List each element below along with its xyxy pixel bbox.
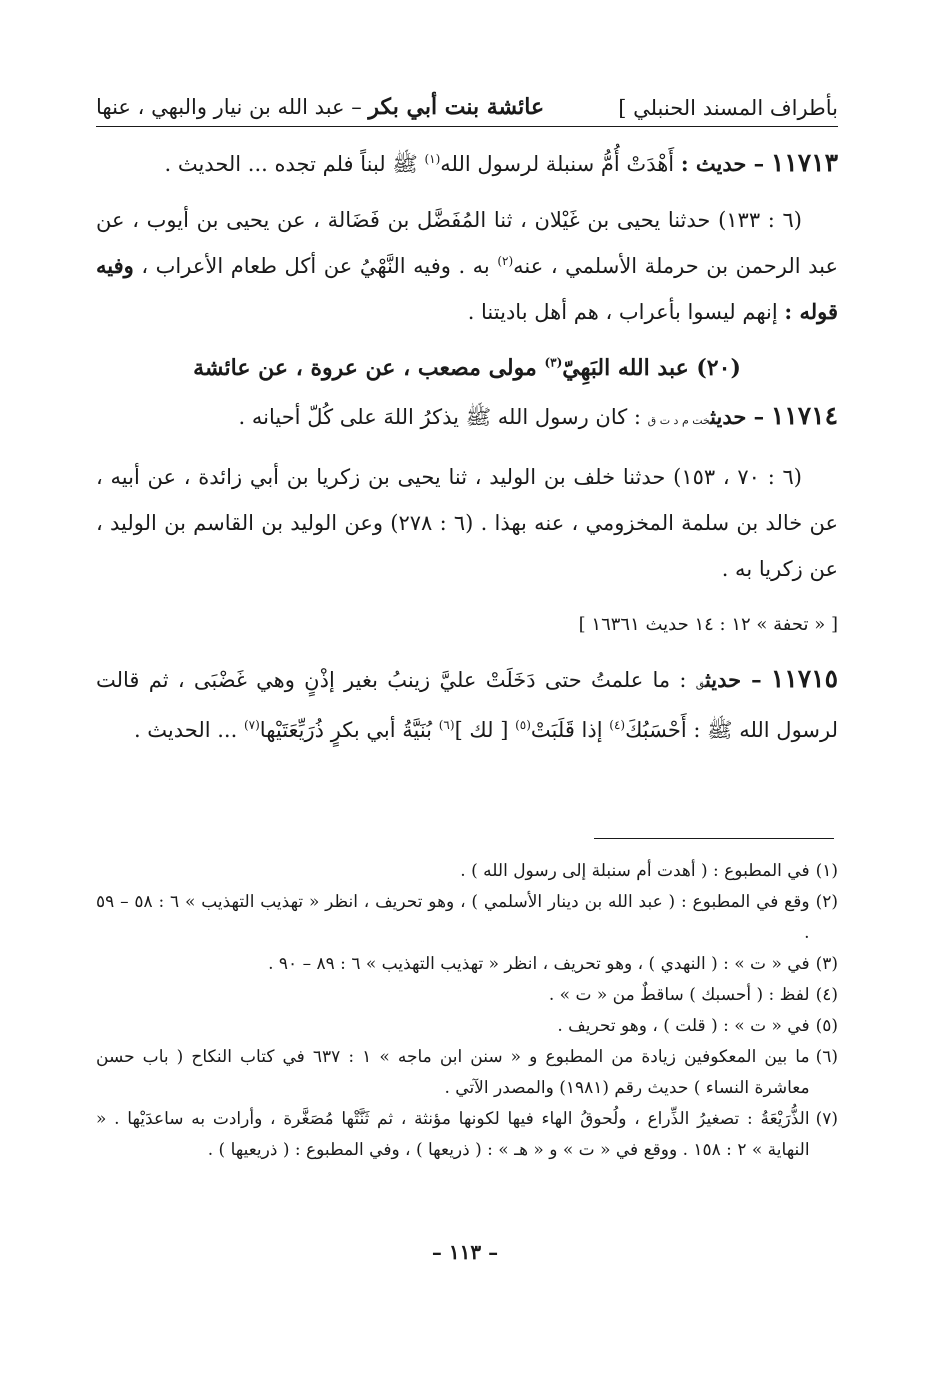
hadith-text: بُنَيَّةُ أبي بكرٍ ذُرَيِّعَتَيْها: [259, 718, 433, 742]
section-heading: [96, 345, 838, 391]
isnad-11714: (٦ : ٧٠ ، ١٥٣) حدثنا خلف بن الوليد ، ثنا يحيى بن زكريا بن أبي زائدة ، عن أبيه ، عن خالد بن سلمة المخزومي ، عنه بهذا . (٦ : ٢٧٨) وعن الوليد بن القاسم بن الوليد ، عن زكريا به .: [96, 465, 838, 581]
main-text: [96, 140, 838, 763]
footnote-ref: (٧): [243, 718, 260, 732]
running-header: [96, 80, 838, 126]
hadith-text: ... الحديث .: [133, 718, 238, 742]
footnote-4: [96, 980, 838, 1011]
isnad-keyword: وفيه قوله :: [96, 253, 838, 324]
hadith-number: ١١٧١٥: [770, 664, 838, 693]
header-center-sub: – عبد الله بن نيار والبهي ، عنها: [96, 95, 362, 119]
hadith-text: : أَحْسَبُكَ: [625, 718, 701, 742]
footnote-text: في « ت » : ( النهدي ) ، وهو تحريف ، انظر « تهذيب التهذيب » ٦ : ٨٩ – ٩٠ .: [268, 954, 810, 974]
isnad-11713: [96, 197, 838, 335]
hadith-text-rest: لبناً فلم تجده ... الحديث .: [164, 152, 386, 176]
footnote-label: (٥): [815, 1016, 838, 1036]
footnote-text: الذُّرَيْعَةُ : تصغيرُ الذِّراع ، ولُحوقُ الهاء فيها لكونها مؤنثة ، ثم ثَنَّتْها مُصَغَّرة ، وأرادت به ساعدَيْها . « النهاية » ٢ : ١٥٨ . ووقع في « ت » و « هـ » : ( ذريعها ) ، وفي المطبوع : ( ذريعيها ) .: [96, 1109, 810, 1160]
section-heading-b: مولى مصعب ، عن عروة ، عن عائشة: [193, 355, 537, 381]
footnote-text: لفظ : ( أحسبك ) ساقطٌ من « ت » .: [548, 985, 810, 1005]
salawat-symbol: ﷺ: [392, 152, 418, 176]
footnote-7: [96, 1104, 838, 1166]
hadith-number: ١١٧١٣: [770, 148, 838, 177]
footnote-ref: (٤): [609, 718, 626, 732]
hadith-text: [ لك ]: [454, 718, 509, 742]
collection-symbols: خت م د ت ق: [647, 414, 711, 427]
footnote-ref: (٦): [438, 718, 455, 732]
footnote-label: (٣): [815, 954, 838, 974]
hadith-11715: [96, 656, 838, 753]
footnote-label: (٢): [815, 892, 838, 912]
footnote-text: في المطبوع : ( أهدت أم سنبلة إلى رسول الله ) .: [460, 861, 810, 881]
header-rule: [96, 126, 838, 127]
footnote-ref: (٢): [497, 254, 514, 268]
hadith-text: : كان رسول الله: [497, 405, 641, 429]
footnote-6: [96, 1042, 838, 1104]
salawat-symbol: ﷺ: [465, 405, 492, 429]
hadith-keyword: – حديث: [710, 404, 765, 429]
isnad-line: إنهم ليسوا بأعراب ، هم أهل باديتنا .: [467, 300, 778, 324]
hadith-text: أَهْدَتْ أُمُّ سنبلة لرسول الله: [440, 152, 675, 176]
footnote-ref: (٣): [544, 355, 563, 370]
section-heading-a: (٢٠) عبد الله البَهِيّ: [562, 355, 741, 381]
footnote-rule: [594, 838, 834, 839]
hadith-number: ١١٧١٤: [770, 401, 838, 430]
header-center: [96, 94, 544, 120]
hadith-text: : ما علمتُ حتى دَخَلَتْ عليَّ زينبُ بغير إذْنٍ وهي غَضْبَى ، ثم قالت لرسول الله: [96, 668, 838, 742]
hadith-11714: [96, 393, 838, 444]
hadith-11713: [96, 140, 838, 187]
footnote-1: [96, 856, 838, 887]
header-center-title: عائشة بنت أبي بكر: [368, 94, 545, 120]
footnote-ref: (٥): [515, 718, 531, 732]
isnad-line: به . وفيه النَّهْيُ عن أكل طعام الأعراب ،: [141, 254, 490, 278]
page-number: – ١١٣ –: [431, 1240, 499, 1264]
tuhfa-reference: [ « تحفة » ١٢ : ١٤ حديث ١٦٣٦١ ]: [578, 614, 838, 635]
footnote-5: [96, 1011, 838, 1042]
isnad-line: (٦ : ١٣٣) حدثنا يحيى بن غَيْلان ، ثنا المُفَضَّل بن فَضَالة ، عن يحيى بن أيوب ،: [132, 208, 802, 232]
hadith-text-rest: يذكرُ اللهَ على كُلّ أحيانه .: [238, 405, 460, 429]
footnote-3: [96, 949, 838, 980]
footnote-label: (١): [815, 861, 838, 881]
collection-symbol: ق: [695, 677, 705, 690]
isnad-line: عن عبد الرحمن بن حرملة الأسلمي ، عنه: [96, 208, 838, 278]
footnote-ref: (١): [424, 152, 441, 166]
hadith-keyword: – حديث :: [680, 151, 765, 176]
footnote-text: ما بين المعكوفين زيادة من المطبوع و « سنن ابن ماجه » ١ : ٦٣٧ في كتاب النكاح ( باب حسن معاشرة النساء ) حديث رقم (١٩٨١) والمصدر الآتي .: [96, 1047, 810, 1098]
hadith-keyword: – حديث: [704, 667, 762, 692]
header-right: بأطراف المسند الحنبلي ]: [618, 96, 838, 120]
footnote-2: [96, 887, 838, 949]
hadith-text: إذا قَلَبَتْ: [530, 718, 603, 742]
footnote-label: (٤): [815, 985, 838, 1005]
salawat-symbol: ﷺ: [707, 718, 733, 742]
footnote-label: (٦): [815, 1047, 838, 1067]
footnote-label: (٧): [815, 1109, 838, 1129]
footnote-text: في « ت » : ( قلت ) ، وهو تحريف .: [557, 1016, 810, 1036]
footnote-text: وقع في المطبوع : ( عبد الله بن دينار الأسلمي ) ، وهو تحريف ، انظر « تهذيب التهذيب » ٦ : ٥٨ – ٥٩ .: [96, 892, 810, 943]
footnotes: [96, 856, 838, 1166]
